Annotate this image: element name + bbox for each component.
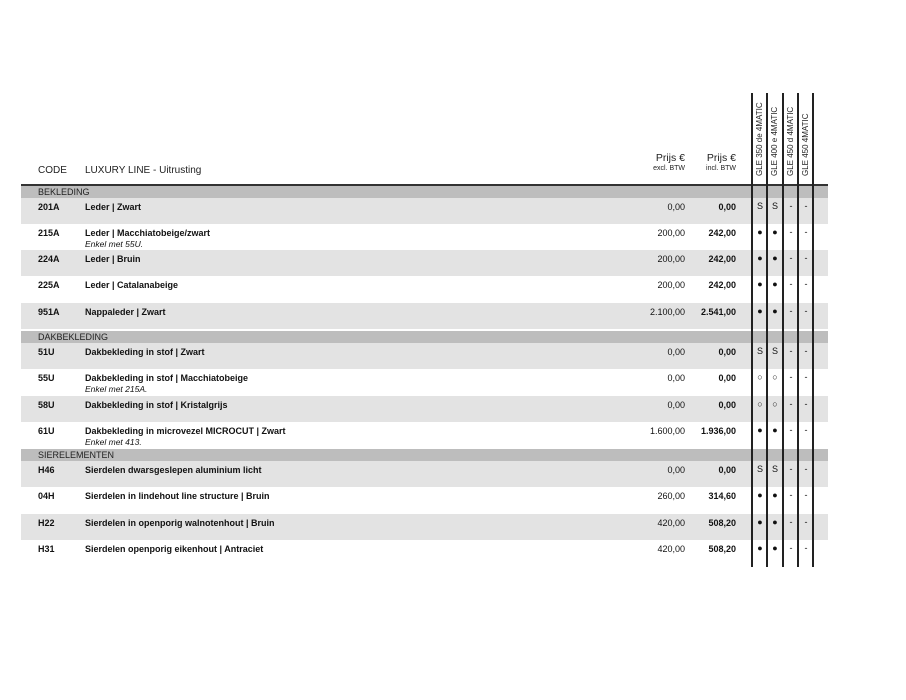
- price-incl: 1.936,00: [700, 426, 736, 436]
- table-row: [21, 514, 828, 540]
- option-description: Sierdelen in lindehout line structure | Bruin: [85, 491, 270, 501]
- price-incl: 242,00: [708, 254, 736, 264]
- price-excl: 0,00: [667, 400, 685, 410]
- price-incl: 242,00: [708, 228, 736, 238]
- price-incl: 0,00: [718, 202, 736, 212]
- option-note: Enkel met 413.: [85, 437, 142, 447]
- availability-mark: -: [804, 372, 808, 382]
- availability-mark: S: [756, 201, 763, 211]
- column-header-price-incl: [676, 152, 736, 172]
- price-excl: 1.600,00: [649, 426, 685, 436]
- availability-mark: -: [804, 464, 808, 474]
- table-row: [21, 422, 828, 448]
- price-incl: 0,00: [718, 465, 736, 475]
- availability-mark: -: [804, 279, 808, 289]
- option-description: Sierdelen in openporig walnotenhout | Bruin: [85, 518, 275, 528]
- option-code: 224A: [38, 254, 60, 264]
- availability-mark: ●: [772, 543, 778, 553]
- option-note: Enkel met 215A.: [85, 384, 148, 394]
- column-header-code: CODE: [38, 165, 67, 176]
- section-header-bekleding: [21, 186, 828, 198]
- availability-mark: S: [756, 464, 763, 474]
- availability-mark: -: [804, 306, 808, 316]
- availability-mark: ●: [772, 279, 778, 289]
- price-incl: 508,20: [708, 518, 736, 528]
- availability-mark: -: [804, 399, 808, 409]
- table-row: [21, 276, 828, 302]
- table-row: [21, 224, 828, 250]
- section-header-dakbekleding: [21, 331, 828, 343]
- price-excl: 0,00: [667, 202, 685, 212]
- price-excl: 200,00: [657, 254, 685, 264]
- option-code: 51U: [38, 347, 55, 357]
- availability-mark: -: [789, 425, 793, 435]
- availability-mark: -: [789, 201, 793, 211]
- availability-mark: S: [771, 464, 778, 474]
- availability-mark: -: [804, 490, 808, 500]
- price-excl: 260,00: [657, 491, 685, 501]
- price-excl: 200,00: [657, 280, 685, 290]
- availability-mark: -: [789, 306, 793, 316]
- section-title: SIERELEMENTEN: [38, 450, 115, 460]
- availability-mark: -: [789, 464, 793, 474]
- price-incl: 0,00: [718, 400, 736, 410]
- option-note: Enkel met 55U.: [85, 239, 144, 249]
- option-description: Leder | Macchiatobeige/zwart: [85, 228, 211, 238]
- availability-mark: S: [756, 346, 763, 356]
- model-header-gle-450: GLE 450 4MATIC: [801, 113, 810, 176]
- availability-mark: ●: [757, 425, 763, 435]
- availability-mark: -: [789, 227, 793, 237]
- availability-mark: -: [789, 346, 793, 356]
- price-excl: 420,00: [657, 518, 685, 528]
- table-row: [21, 343, 828, 369]
- availability-mark: ●: [757, 279, 763, 289]
- price-excl: 2.100,00: [649, 307, 685, 317]
- option-code: 225A: [38, 280, 60, 290]
- price-incl: 0,00: [718, 347, 736, 357]
- option-description: Leder | Bruin: [85, 254, 141, 264]
- option-code: 201A: [38, 202, 60, 212]
- price-excl: 0,00: [667, 373, 685, 383]
- availability-mark: ○: [757, 399, 763, 409]
- availability-mark: ●: [757, 517, 763, 527]
- option-description: Leder | Zwart: [85, 202, 142, 212]
- price-excl: 0,00: [667, 347, 685, 357]
- option-description: Dakbekleding in stof | Zwart: [85, 347, 205, 357]
- availability-mark: -: [804, 201, 808, 211]
- availability-mark: ●: [772, 517, 778, 527]
- availability-mark: -: [789, 517, 793, 527]
- table-row: [21, 396, 828, 422]
- option-code: H46: [38, 465, 55, 475]
- availability-mark: -: [804, 543, 808, 553]
- availability-mark: ○: [772, 399, 778, 409]
- option-code: 61U: [38, 426, 55, 436]
- price-incl: 0,00: [718, 373, 736, 383]
- price-incl-sublabel: incl. BTW: [706, 165, 736, 172]
- model-column-divider: [782, 93, 784, 567]
- option-description: Dakbekleding in microvezel MICROCUT | Zwart: [85, 426, 286, 436]
- price-excl-sublabel: excl. BTW: [653, 165, 685, 172]
- option-description: Dakbekleding in stof | Kristalgrijs: [85, 400, 228, 410]
- availability-mark: -: [804, 253, 808, 263]
- table-row: [21, 369, 828, 395]
- option-description: Leder | Catalanabeige: [85, 280, 179, 290]
- option-code: 215A: [38, 228, 60, 238]
- option-description: Dakbekleding in stof | Macchiatobeige: [85, 373, 249, 383]
- availability-mark: -: [789, 372, 793, 382]
- table-row: [21, 250, 828, 276]
- option-code: 58U: [38, 400, 55, 410]
- price-incl: 508,20: [708, 544, 736, 554]
- page-title: LUXURY LINE - Uitrusting: [85, 165, 202, 176]
- availability-mark: ●: [772, 490, 778, 500]
- availability-mark: ●: [757, 253, 763, 263]
- availability-mark: -: [804, 227, 808, 237]
- model-header-gle-450-d: GLE 450 d 4MATIC: [786, 106, 795, 176]
- price-incl: 2.541,00: [700, 307, 736, 317]
- option-description: Sierdelen openporig eikenhout | Antraciet: [85, 544, 264, 554]
- price-incl: 242,00: [708, 280, 736, 290]
- availability-mark: S: [771, 346, 778, 356]
- price-excl: 0,00: [667, 465, 685, 475]
- availability-mark: -: [789, 399, 793, 409]
- model-column-divider: [766, 93, 768, 567]
- option-description: Sierdelen dwarsgeslepen aluminium licht: [85, 465, 262, 475]
- availability-mark: ●: [757, 543, 763, 553]
- table-row: [21, 540, 828, 566]
- availability-mark: -: [789, 253, 793, 263]
- table-row: [21, 461, 828, 487]
- price-excl-label: Prijs €: [655, 152, 685, 164]
- section-title: BEKLEDING: [38, 187, 90, 197]
- availability-mark: ●: [772, 227, 778, 237]
- table-row: [21, 487, 828, 513]
- availability-mark: ●: [757, 490, 763, 500]
- model-header-gle-350-de: GLE 350 de 4MATIC: [755, 102, 764, 176]
- section-header-sierelementen: [21, 449, 828, 461]
- availability-mark: ●: [772, 253, 778, 263]
- model-column-divider: [751, 93, 753, 567]
- model-column-divider: [797, 93, 799, 567]
- availability-mark: ●: [757, 227, 763, 237]
- model-header-gle-400-e: GLE 400 e 4MATIC: [770, 106, 779, 176]
- availability-mark: ●: [772, 425, 778, 435]
- table-row: [21, 303, 828, 329]
- availability-mark: ○: [757, 372, 763, 382]
- option-code: 04H: [38, 491, 55, 501]
- availability-mark: S: [771, 201, 778, 211]
- model-column-divider: [812, 93, 814, 567]
- price-incl: 314,60: [708, 491, 736, 501]
- option-code: 951A: [38, 307, 60, 317]
- price-excl: 200,00: [657, 228, 685, 238]
- availability-mark: ○: [772, 372, 778, 382]
- availability-mark: -: [789, 543, 793, 553]
- option-code: H31: [38, 544, 55, 554]
- availability-mark: -: [789, 490, 793, 500]
- section-title: DAKBEKLEDING: [38, 332, 109, 342]
- availability-mark: -: [804, 425, 808, 435]
- price-incl-label: Prijs €: [706, 152, 736, 164]
- price-excl: 420,00: [657, 544, 685, 554]
- table-row: [21, 198, 828, 224]
- availability-mark: ●: [757, 306, 763, 316]
- availability-mark: ●: [772, 306, 778, 316]
- availability-mark: -: [804, 517, 808, 527]
- availability-mark: -: [789, 279, 793, 289]
- option-code: H22: [38, 518, 55, 528]
- availability-mark: -: [804, 346, 808, 356]
- option-code: 55U: [38, 373, 55, 383]
- option-description: Nappaleder | Zwart: [85, 307, 166, 317]
